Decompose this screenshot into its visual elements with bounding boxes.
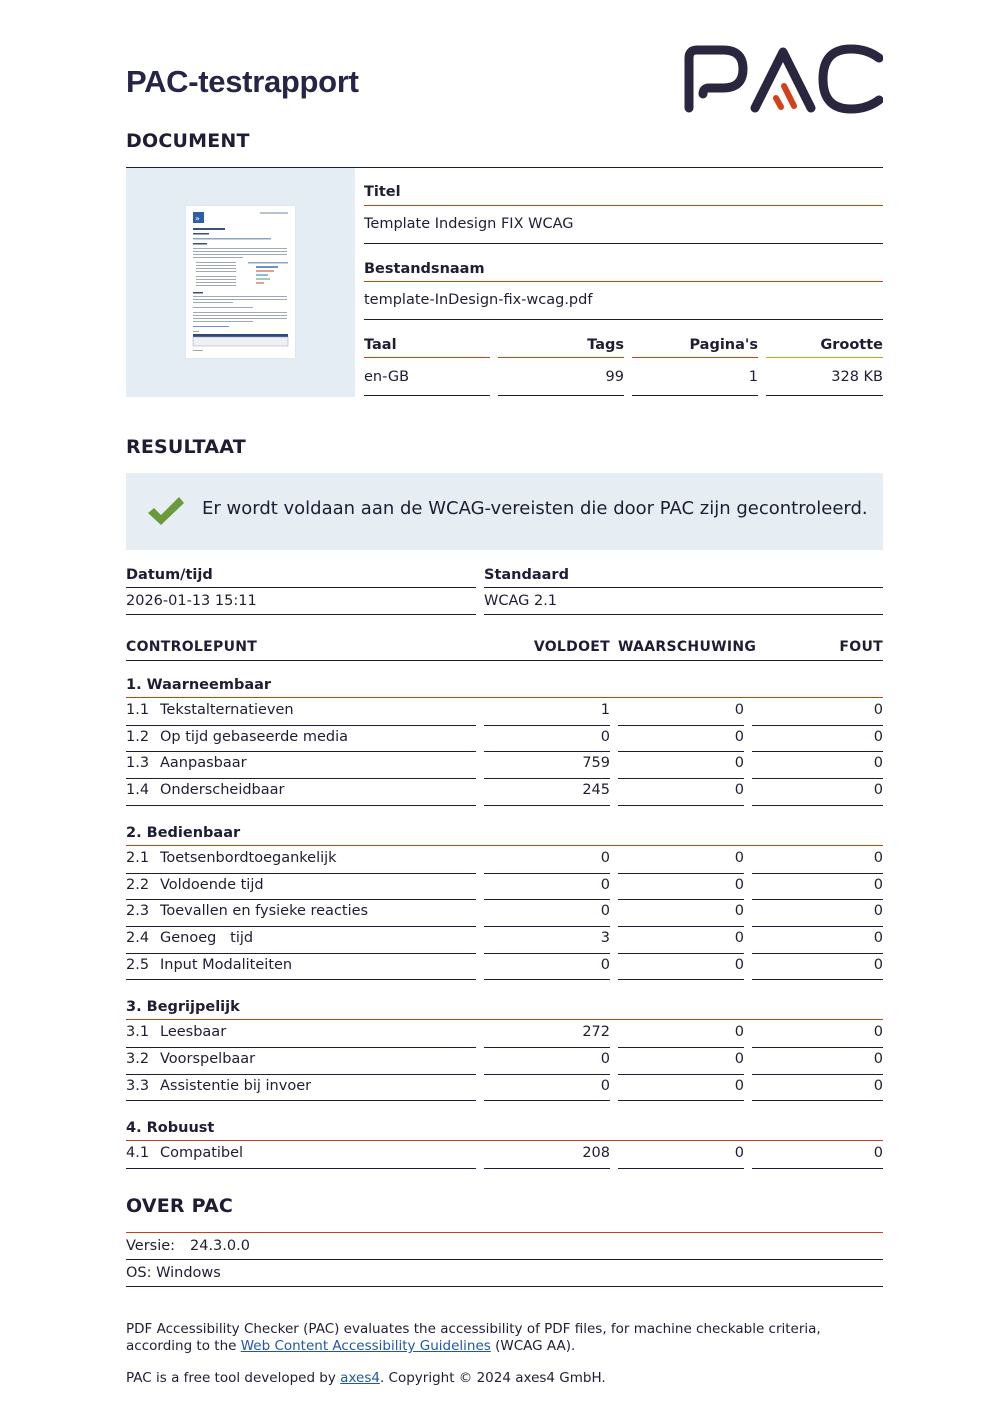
pass-count: 0 — [600, 1077, 610, 1094]
warning-count: 0 — [734, 903, 744, 920]
pass-count: 0 — [600, 728, 610, 745]
divider — [126, 1232, 883, 1233]
row-divider — [126, 751, 476, 752]
checkpoint-name: Genoeg tijd — [160, 929, 254, 946]
datetime-label: Datum/tijd — [126, 567, 213, 583]
pass-count: 1 — [600, 702, 610, 718]
checkpoint-name: Aanpasbaar — [160, 755, 247, 772]
warning-count: 0 — [734, 1077, 744, 1094]
row-divider — [618, 778, 744, 779]
error-count: 0 — [873, 929, 883, 946]
row-divider — [752, 899, 883, 900]
row-divider — [618, 899, 744, 900]
footer-description — [126, 1321, 866, 1355]
warning-count: 0 — [734, 956, 744, 973]
divider — [126, 1140, 883, 1141]
row-divider — [618, 751, 744, 752]
warning-count: 0 — [734, 1051, 744, 1067]
error-count: 0 — [873, 1051, 883, 1067]
divider — [126, 1286, 883, 1287]
pac-logo — [683, 44, 883, 114]
warning-count: 0 — [734, 849, 744, 866]
version-label: Versie: — [126, 1238, 176, 1254]
error-count: 0 — [873, 1145, 883, 1162]
error-count: 0 — [873, 903, 883, 920]
row-divider — [752, 751, 883, 752]
tags-label: Tags — [587, 337, 624, 353]
error-count: 0 — [873, 876, 883, 893]
pass-count: 3 — [600, 929, 610, 946]
checkpoint-name: Assistentie bij invoer — [160, 1077, 312, 1094]
divider — [126, 587, 476, 588]
error-count: 0 — [873, 782, 883, 799]
row-divider — [618, 1074, 744, 1075]
document-thumbnail-panel — [126, 168, 355, 397]
pass-count: 0 — [600, 903, 610, 920]
warning-count: 0 — [734, 929, 744, 946]
row-divider — [126, 899, 476, 900]
divider — [364, 243, 883, 244]
row-divider — [484, 926, 610, 927]
warning-count: 0 — [734, 1024, 744, 1041]
wcag-link[interactable]: Web Content Accessibility Guidelines — [240, 1338, 491, 1354]
checkpoint-name: Voorspelbaar — [160, 1051, 256, 1067]
warning-count: 0 — [734, 728, 744, 745]
row-divider — [752, 926, 883, 927]
language-value: en-GB — [364, 369, 410, 385]
checkpoint-group-title: 3. Begrijpelijk — [126, 999, 240, 1016]
pass-count: 759 — [582, 755, 610, 772]
col-header-checkpoint: CONTROLEPUNT — [126, 639, 258, 655]
row-divider — [752, 873, 883, 874]
row-divider — [618, 953, 744, 954]
page-title: PAC-testrapport — [126, 64, 359, 99]
thumbnail-preview-icon — [186, 206, 295, 358]
row-divider — [618, 725, 744, 726]
os-info: OS: Windows — [126, 1265, 221, 1281]
checkpoint-name: Voldoende tijd — [160, 876, 264, 893]
error-count: 0 — [873, 849, 883, 866]
divider — [364, 395, 490, 396]
checkpoint-group-title: 4. Robuust — [126, 1120, 215, 1137]
divider — [126, 697, 883, 698]
checkpoint-number: 1.3 — [126, 755, 150, 772]
title-label: Titel — [364, 184, 401, 200]
row-divider — [484, 873, 610, 874]
row-divider — [752, 778, 883, 779]
size-value: 328 KB — [831, 369, 883, 385]
svg-text:»: » — [195, 214, 200, 223]
row-divider — [752, 1074, 883, 1075]
footer-copyright — [126, 1370, 606, 1387]
row-divider — [484, 1168, 610, 1169]
divider — [126, 1019, 883, 1020]
checkpoint-name: Input Modaliteiten — [160, 956, 293, 973]
document-heading: DOCUMENT — [126, 130, 250, 152]
footer-text: . Copyright © 2024 axes4 GmbH. — [379, 1370, 606, 1386]
divider — [484, 614, 883, 615]
row-divider — [484, 979, 610, 980]
row-divider — [484, 751, 610, 752]
row-divider — [752, 1047, 883, 1048]
divider — [632, 395, 758, 396]
result-message: Er wordt voldaan aan de WCAG-vereisten die door PAC zijn gecontroleerd. — [202, 498, 868, 519]
checkpoint-number: 2.2 — [126, 876, 150, 893]
divider — [364, 357, 490, 358]
checkpoint-number: 3.2 — [126, 1051, 150, 1067]
datetime-value: 2026-01-13 15:11 — [126, 593, 257, 609]
row-divider — [752, 725, 883, 726]
row-divider — [752, 979, 883, 980]
divider — [766, 357, 883, 358]
row-divider — [752, 953, 883, 954]
pass-count: 0 — [600, 849, 610, 866]
checkpoint-number: 4.1 — [126, 1145, 150, 1162]
checkpoint-name: Tekstalternatieven — [160, 702, 294, 718]
row-divider — [484, 953, 610, 954]
warning-count: 0 — [734, 876, 744, 893]
checkpoint-number: 2.3 — [126, 903, 150, 920]
tags-value: 99 — [605, 369, 624, 385]
row-divider — [126, 778, 476, 779]
pages-value: 1 — [748, 369, 758, 385]
checkpoint-number: 3.3 — [126, 1077, 150, 1094]
divider — [498, 357, 624, 358]
checkpoint-name: Toevallen en fysieke reacties — [160, 903, 369, 920]
language-label: Taal — [364, 337, 397, 353]
checkpoint-number: 1.1 — [126, 702, 150, 718]
result-banner — [126, 473, 883, 550]
pass-count: 0 — [600, 956, 610, 973]
divider — [126, 660, 883, 661]
col-header-warning: WAARSCHUWING — [618, 639, 757, 655]
pass-count: 0 — [600, 1051, 610, 1067]
checkpoint-name: Leesbaar — [160, 1024, 227, 1041]
error-count: 0 — [873, 728, 883, 745]
warning-count: 0 — [734, 702, 744, 718]
checkmark-icon — [146, 495, 186, 527]
row-divider — [484, 1100, 610, 1101]
checkpoint-number: 1.4 — [126, 782, 150, 799]
warning-count: 0 — [734, 755, 744, 772]
row-divider — [126, 1074, 476, 1075]
row-divider — [126, 805, 476, 806]
row-divider — [618, 805, 744, 806]
row-divider — [484, 805, 610, 806]
row-divider — [126, 725, 476, 726]
divider — [126, 1259, 883, 1260]
error-count: 0 — [873, 702, 883, 718]
axes4-link[interactable]: axes4 — [340, 1370, 380, 1386]
checkpoint-name: Toetsenbordtoegankelijk — [160, 849, 337, 866]
checkpoint-number: 1.2 — [126, 728, 150, 745]
footer-text: PAC is a free tool developed by — [126, 1370, 341, 1386]
divider — [364, 319, 883, 320]
checkpoint-name: Op tijd gebaseerde media — [160, 728, 348, 745]
col-header-pass: VOLDOET — [533, 639, 610, 655]
standard-label: Standaard — [484, 567, 569, 583]
pages-label: Pagina's — [689, 337, 758, 353]
title-value: Template Indesign FIX WCAG — [364, 216, 574, 232]
warning-count: 0 — [734, 1145, 744, 1162]
divider — [632, 357, 758, 358]
row-divider — [126, 1047, 476, 1048]
checkpoint-name: Compatibel — [160, 1145, 244, 1162]
footer-text: PDF Accessibility Checker (PAC) evaluates the accessibility of PDF files, for machine checkable criteria, according to the — [126, 1321, 821, 1354]
checkpoint-number: 2.5 — [126, 956, 150, 973]
row-divider — [752, 1100, 883, 1101]
pass-count: 245 — [582, 782, 610, 799]
divider — [126, 614, 476, 615]
footer-text: (WCAG AA). — [490, 1338, 576, 1354]
col-header-error: FOUT — [839, 639, 883, 655]
pass-count: 272 — [582, 1024, 610, 1041]
divider — [364, 281, 883, 282]
error-count: 0 — [873, 1077, 883, 1094]
row-divider — [126, 1168, 476, 1169]
warning-count: 0 — [734, 782, 744, 799]
result-heading: RESULTAAT — [126, 436, 246, 458]
error-count: 0 — [873, 1024, 883, 1041]
pass-count: 0 — [600, 876, 610, 893]
version-value: 24.3.0.0 — [190, 1238, 250, 1254]
row-divider — [752, 1168, 883, 1169]
checkpoint-group-title: 1. Waarneembaar — [126, 677, 272, 693]
row-divider — [752, 805, 883, 806]
filename-label: Bestandsnaam — [364, 261, 485, 277]
row-divider — [618, 1100, 744, 1101]
row-divider — [126, 926, 476, 927]
error-count: 0 — [873, 956, 883, 973]
about-heading: OVER PAC — [126, 1195, 233, 1217]
pass-count: 208 — [582, 1145, 610, 1162]
row-divider — [484, 1074, 610, 1075]
row-divider — [618, 1047, 744, 1048]
divider — [364, 205, 883, 206]
error-count: 0 — [873, 755, 883, 772]
row-divider — [484, 778, 610, 779]
row-divider — [618, 873, 744, 874]
checkpoint-number: 3.1 — [126, 1024, 150, 1041]
checkpoint-number: 2.1 — [126, 849, 150, 866]
checkpoint-group-title: 2. Bedienbaar — [126, 824, 241, 841]
row-divider — [484, 899, 610, 900]
row-divider — [484, 1047, 610, 1048]
divider — [484, 587, 883, 588]
standard-value: WCAG 2.1 — [484, 593, 558, 609]
document-thumbnail — [186, 206, 295, 358]
divider — [126, 845, 883, 846]
divider — [766, 395, 883, 396]
row-divider — [618, 1168, 744, 1169]
checkpoint-number: 2.4 — [126, 929, 150, 946]
row-divider — [618, 979, 744, 980]
row-divider — [126, 953, 476, 954]
filename-value: template-InDesign-fix-wcag.pdf — [364, 292, 593, 308]
row-divider — [126, 1100, 476, 1101]
size-label: Grootte — [820, 337, 883, 353]
row-divider — [484, 725, 610, 726]
row-divider — [618, 926, 744, 927]
checkpoint-name: Onderscheidbaar — [160, 782, 285, 799]
row-divider — [126, 979, 476, 980]
row-divider — [126, 873, 476, 874]
divider — [498, 395, 624, 396]
